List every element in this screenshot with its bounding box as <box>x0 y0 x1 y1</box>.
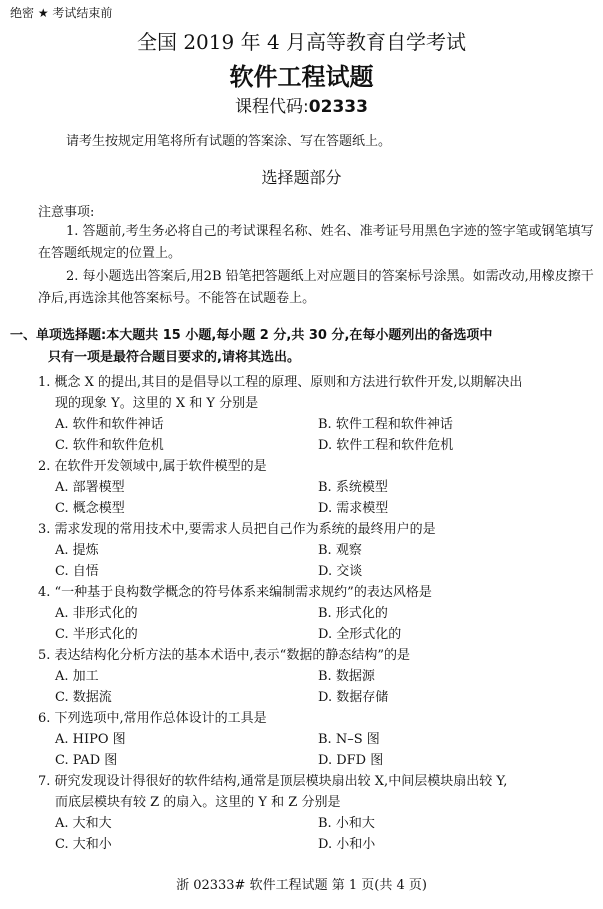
option-b: B. 小和大 <box>318 816 375 831</box>
question-stem: 4. “一种基于良构数学概念的符号体系来编制需求规约”的表达风格是 <box>38 585 432 600</box>
question-stem-cont: 现的现象 Y。这里的 X 和 Y 分别是 <box>55 396 259 411</box>
option-b: B. 观察 <box>318 543 362 558</box>
page-footer: 浙 02333# 软件工程试题 第 1 页(共 4 页) <box>176 878 427 893</box>
question-stem: 6. 下列选项中,常用作总体设计的工具是 <box>38 711 267 726</box>
option-a: A. HIPO 图 <box>55 732 126 747</box>
option-a: A. 加工 <box>55 669 99 684</box>
question-stem: 1. 概念 X 的提出,其目的是倡导以工程的原理、原则和方法进行软件开发,以期解决出 <box>38 375 523 390</box>
option-b: B. 系统模型 <box>318 480 388 495</box>
question-stem: 5. 表达结构化分析方法的基本术语中,表示“数据的静态结构”的是 <box>38 648 410 663</box>
option-b: B. 形式化的 <box>318 606 388 621</box>
option-b: B. 数据源 <box>318 669 375 684</box>
option-c: C. PAD 图 <box>55 753 118 768</box>
option-d: D. 交谈 <box>318 564 363 579</box>
option-d: D. DFD 图 <box>318 753 384 768</box>
exam-title: 全国 2019 年 4 月高等教育自学考试 <box>136 30 467 54</box>
answer-instruction: 请考生按规定用笔将所有试题的答案涂、写在答题纸上。 <box>66 134 392 149</box>
option-d: D. 软件工程和软件危机 <box>318 438 454 453</box>
note-item-1: 1. 答题前,考生务必将自己的考试课程名称、姓名、准考证号用黑色字迹的签字笔或钢笔填写在答题纸规定的位置上。 <box>38 224 594 261</box>
option-c: C. 数据流 <box>55 690 112 705</box>
option-d: D. 小和小 <box>318 837 376 852</box>
question-stem: 2. 在软件开发领域中,属于软件模型的是 <box>38 459 267 474</box>
course-code-label: 课程代码: <box>235 97 309 117</box>
option-c: C. 概念模型 <box>55 501 125 516</box>
option-a: A. 部署模型 <box>55 480 125 495</box>
option-a: A. 大和大 <box>55 816 112 831</box>
part-heading-line1: 一、单项选择题:本大题共 15 小题,每小题 2 分,共 30 分,在每小题列出的备选项中 <box>10 328 493 343</box>
question-stem: 7. 研究发现设计得很好的软件结构,通常是顶层模块扇出较 X,中间层模块扇出较 Y, <box>38 774 508 789</box>
part-heading-line2: 只有一项是最符合题目要求的,请将其选出。 <box>48 350 300 365</box>
note-item-2: 2. 每小题选出答案后,用2B 铅笔把答题纸上对应题目的答案标号涂黑。如需改动,用橡皮擦干净后,再选涂其他答案标号。不能答在试题卷上。 <box>38 269 594 306</box>
option-d: D. 数据存储 <box>318 690 389 705</box>
option-a: A. 非形式化的 <box>55 606 138 621</box>
option-c: C. 自悟 <box>55 564 99 579</box>
option-a: A. 提炼 <box>55 543 99 558</box>
question-stem-cont: 而底层模块有较 Z 的扇入。这里的 Y 和 Z 分别是 <box>55 795 341 810</box>
option-c: C. 软件和软件危机 <box>55 438 164 453</box>
course-code: 02333 <box>308 97 368 117</box>
question-stem: 3. 需求发现的常用技术中,要需求人员把自己作为系统的最终用户的是 <box>38 522 436 537</box>
option-c: C. 半形式化的 <box>55 627 138 642</box>
option-d: D. 需求模型 <box>318 501 389 516</box>
option-b: B. N–S 图 <box>318 732 380 747</box>
section-heading: 选择题部分 <box>261 168 342 187</box>
option-b: B. 软件工程和软件神话 <box>318 417 453 432</box>
part-heading <box>10 325 595 369</box>
confidential-mark: 绝密 ★ 考试结束前 <box>10 6 113 20</box>
course-code-line <box>0 92 603 117</box>
notes-title: 注意事项: <box>38 205 95 220</box>
subject-title: 软件工程试题 <box>229 63 374 91</box>
option-d: D. 全形式化的 <box>318 627 402 642</box>
option-a: A. 软件和软件神话 <box>55 417 164 432</box>
option-c: C. 大和小 <box>55 837 112 852</box>
